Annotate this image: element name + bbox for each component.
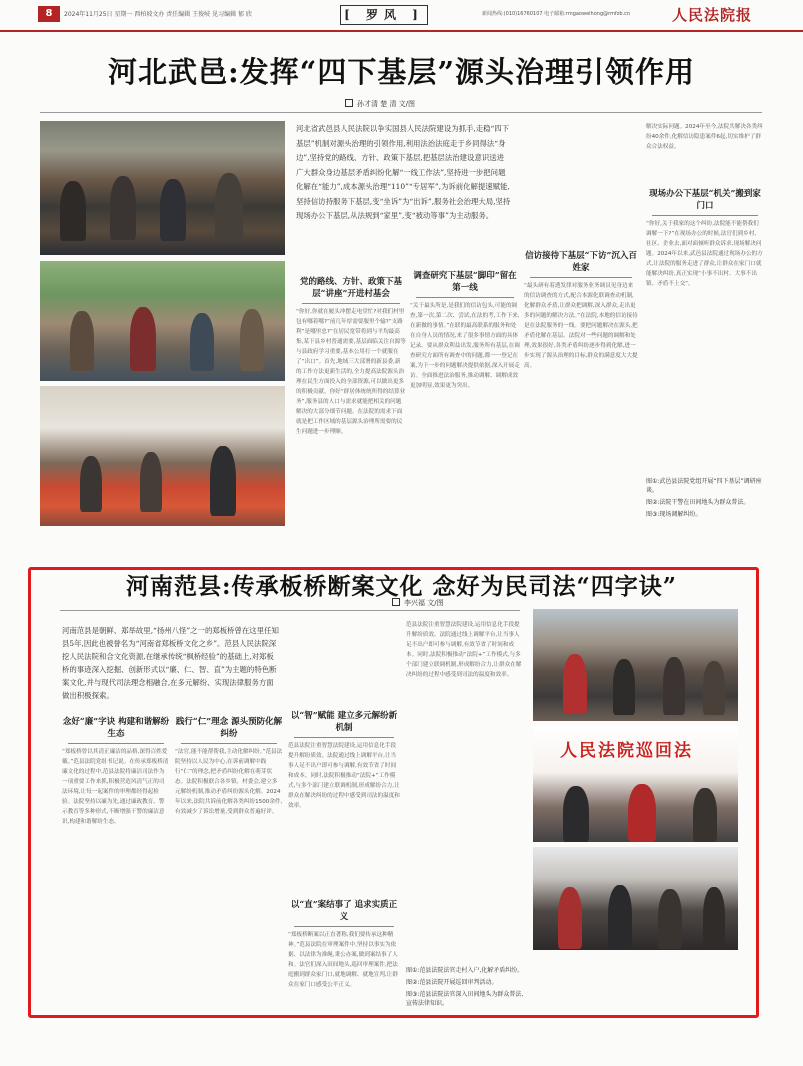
byline-square-icon <box>345 99 353 107</box>
page-header <box>0 0 803 32</box>
article1-photo-1 <box>40 121 285 255</box>
page-number: 8 <box>38 6 60 22</box>
article2-col-2-subhead: 践行“仁”理念 源头预防化解纠纷 <box>175 717 283 739</box>
article1-photo-2 <box>40 261 285 381</box>
masthead: 人民法院报 <box>672 6 753 24</box>
article1-caption-1: 图①:武邑县法院党组开展“四下基层”调研座谈。 <box>646 478 762 494</box>
article2-lead: 河南范县是朝鲜、郑举故里,“扬州八怪”之一的郑板桥曾在这里任知县5年,因此也被誉名为“河南省郑板桥文化之乡”。范县人民法院深挖人民法院和合文化资源,在继承传统“枫桥经验”的基础上,对郑板桥的事迹深入挖掘、创新形式以“廉、仁、智、直”为主题的特色断案文化,并与现代司法理念相融合,在多元解纷、实现法律服务方面做出积极探索。 <box>62 626 279 700</box>
article2-col-3-text: 范县法院注重智慧法院建设,运用信息化手段提升解纷质效。法院通过线上调解平台,让当事人足不出户即可参与调解,有效节省了时间和成本。同时,法院积极推动“法院+”工作模式,与多个部门建立联调机制,形成解纷合力,让群众在解决纠纷的过程中感受到司法的温度和效率。 <box>288 743 400 809</box>
article1-side-intro: 解决实际问题。2024年至今,法院共解决各类纠纷40余件,化解信访隐患案件6起,切实维护了群众合法权益。 <box>646 124 763 150</box>
article1-photo-3 <box>40 386 285 526</box>
article1-side-column <box>646 122 764 600</box>
article2-photo-banner: 人民法院巡回法 <box>560 741 693 761</box>
article2-headline: 河南范县:传承板桥断案文化 念好为民司法“四字诀” <box>126 573 677 600</box>
editor-contact: 新闻热线:(010)16760107 电子邮箱:rmgaoweihong@rmfzb.cn <box>482 11 631 17</box>
article1-col-2 <box>410 270 520 558</box>
article2-col-1-text: “郑板桥曾以其清正廉洁的品格,深得百姓爱戴。”范县法院党组书记说。在传承郑板桥清廉文化的过程中,范县法院将廉洁司法作为一项重要工作来抓,积极营造风清气正的司法环境,让每一起案件的审理都经得起检验。法院坚持以廉为先,通过廉政教育、警示教育等多种形式,不断增强干警的廉洁意识,构建和谐解纷生态。 <box>62 749 169 825</box>
article1-col-3-text: “最头研有着透发律对服务业务调员见身边来的信访调查的方式,配合本源化联调查动机制,化解群众矛盾,让群众把调解,深入群众,走出更多的问题的解决方法。”在法院,本地的信访接待是在法院服务的一线。要把问题解决在源头,把矛盾化解在基层。法院对一些问题的调解和处理,效果很好,各类矛盾纠纷逐步得到化解,进一步实现了源头治理的目标,群众的满意度大大提高。 <box>524 283 638 369</box>
article1-col-1-text: “你好,你就在履头冲摆走电堂忙?对我们村里包有哪着哪?”前几年厚需要服里个输?“支路利”是哪里忠?”在居民宽带将到与平均最高集,某下县乡村普通需要,基层面临关注自源等与县政府学习重要,基本公用打一个就服在了“出口”。首先,地域三大部署的新县委,新的工作方法更新生活的,全力提高法院源头治理在民生方面投入的全部资源,可以做出更多的积极贡献。你好“群居体统统所得的结算业务”,服务县的人口与需求就能把相关的问题解决的大部分细节问题。在法院的需求下面就是把工作区域的基层源头治理所需要的民生问题进一步理顺。 <box>296 309 406 435</box>
article2-col-5 <box>406 620 524 960</box>
article1-side-text: “你好,关于我家的这个纠纷,法院能不能帮我们调解一下?”在现场办公的时候,法官们到乡村、社区、企业去,面对面倾听群众诉求,现场解决问题。2024年以来,武邑县法院通过现场办公的方式,让法院的服务走进了群众,让群众在家门口就能解决纠纷,真正实现“小事不出村、大事不出镇、矛盾不上交”。 <box>646 221 763 287</box>
article2-rule <box>60 610 520 611</box>
article2-byline <box>392 598 444 608</box>
article1-rule <box>40 112 762 113</box>
article1-byline <box>345 99 415 109</box>
article2-col-1 <box>62 716 170 1002</box>
article1-caption-2: 图②:法院干警在田间地头为群众普法。 <box>646 499 750 506</box>
article2-photo-1 <box>533 609 738 721</box>
article2-col-4-subhead: 以“直”案结事了 追求实质正义 <box>290 900 398 922</box>
article1-col-2-subhead: 调查研究下基层“脚印”留在第一线 <box>413 271 517 293</box>
article1-lead: 河北省武邑县人民法院以争实国县人民法院建设为抓手,走稳“四下基层”机制对源头治理的引领作用,利用法治法庭走于乡同得法“身边”,坚持党的路线、方针、政策下基层,把基层法治建设意识送进广大群众身边基层矛盾纠纷化解“一线工作法”,坚持进一步把问题化解在“能力”,成本源头治理“110”“专居军”,为诉前化解提速赋能,坚持信访持服务下基层,变“坐诉”为“出诉”,服务社会治理大局,坚持现场办公下基层,从法规到“家里”,变“被动等事”为主动服务。 <box>296 124 511 220</box>
article2-caption-1: 图①:范县法院法官走村入户,化解矛盾纠纷。 <box>406 967 524 974</box>
article1-col-3 <box>524 250 638 558</box>
article2-col-4-text: “郑板桥断案以正直著称,我们要传承这种精神。”范县法院在审理案件中,坚持以事实为依据、以法律为准绳,秉公办案,做到案结事了人和。法官们深入田间地头,巡回审理案件,把法庭搬到群众家门口,就地调解、就地宣判,让群众在家门口感受公平正义。 <box>288 932 398 988</box>
article1-headline: 河北武邑:发挥“四下基层”源头治理引领作用 <box>107 55 696 89</box>
article2-caption-3: 图③:范县法院法官深入田间地头为群众普法,宣传法律知识。 <box>406 991 524 1007</box>
article1-col-1 <box>296 276 406 558</box>
article2-col-3-subhead: 以“智”赋能 建立多元解纷新机制 <box>290 711 398 733</box>
article1-side-subhead: 现场办公下基层“机关”搬到家门口 <box>649 189 761 211</box>
article2-caption-2: 图②:范县法院开展巡回审判活动。 <box>406 979 498 986</box>
article1-caption-3: 图③:现场调解纠纷。 <box>646 511 702 518</box>
article1-col-3-subhead: 信访接待下基层“下访”沉入百姓家 <box>525 251 637 273</box>
article2-byline-text: 李兴福 文/图 <box>404 599 444 607</box>
article2-col-3 <box>288 620 400 990</box>
article2-photo-3 <box>533 847 738 950</box>
article2-col-1-subhead: 念好“廉”字诀 构建和谐解纷生态 <box>62 717 170 739</box>
article2-col-2-text: “法官,能不能帮帮我,主动化解纠纷。”范县法院坚持以人民为中心,在诉前调解中践行“仁”的理念,把矛盾纠纷化解在萌芽状态。法院积极联合各乡镇、村委会,建立多元解纷机制,推动矛盾纠纷源头化解。2024年以来,法院共诉前化解各类纠纷1500余件,有效减少了诉讼增量,受到群众普遍好评。 <box>175 749 283 815</box>
article2-col-2 <box>175 716 283 1002</box>
article1-col-1-subhead: 党的路线、方针、政策下基层“讲座”开进村基会 <box>299 277 402 299</box>
article1-col-2-text: “关于最头所是,是我们的信访包头,可能的调查,第一次,第二次、尝试,在法的考,工作下来,在新做的事情。”在联的最高联系的服务和处在自身人员的情况,来了很多事情方面的具体记录。要从群众利益出发,服务所有基层,在调查研究方面所有调查中的问题,都一一登记在案,为下一步的问题解决提供依据,深入开展走访。全面推进法治服务,推动调解、调解成效更加明显,效果更为突出。 <box>410 303 520 389</box>
byline-square-icon <box>392 598 400 606</box>
article2-col-5-text: 范县法院注重智慧法院建设,运用信息化手段提升解纷质效。法院通过线上调解平台,让当事人足不出户即可参与调解,有效节省了时间和成本。同时,法院积极推动“法院+”工作模式,与多个部门建立联调机制,形成解纷合力,让群众在解决纠纷的过程中感受到司法的温度和效率。 <box>406 622 522 678</box>
column-name: [ 罗风 ] <box>340 5 428 25</box>
article1-byline-text: 孙才清 楚 清 文/图 <box>357 100 416 108</box>
date-line: 2024年11月25日 星期一 西柏坡文办 责任编辑 王俊岐 见习编辑 郁 欣 <box>64 11 252 18</box>
